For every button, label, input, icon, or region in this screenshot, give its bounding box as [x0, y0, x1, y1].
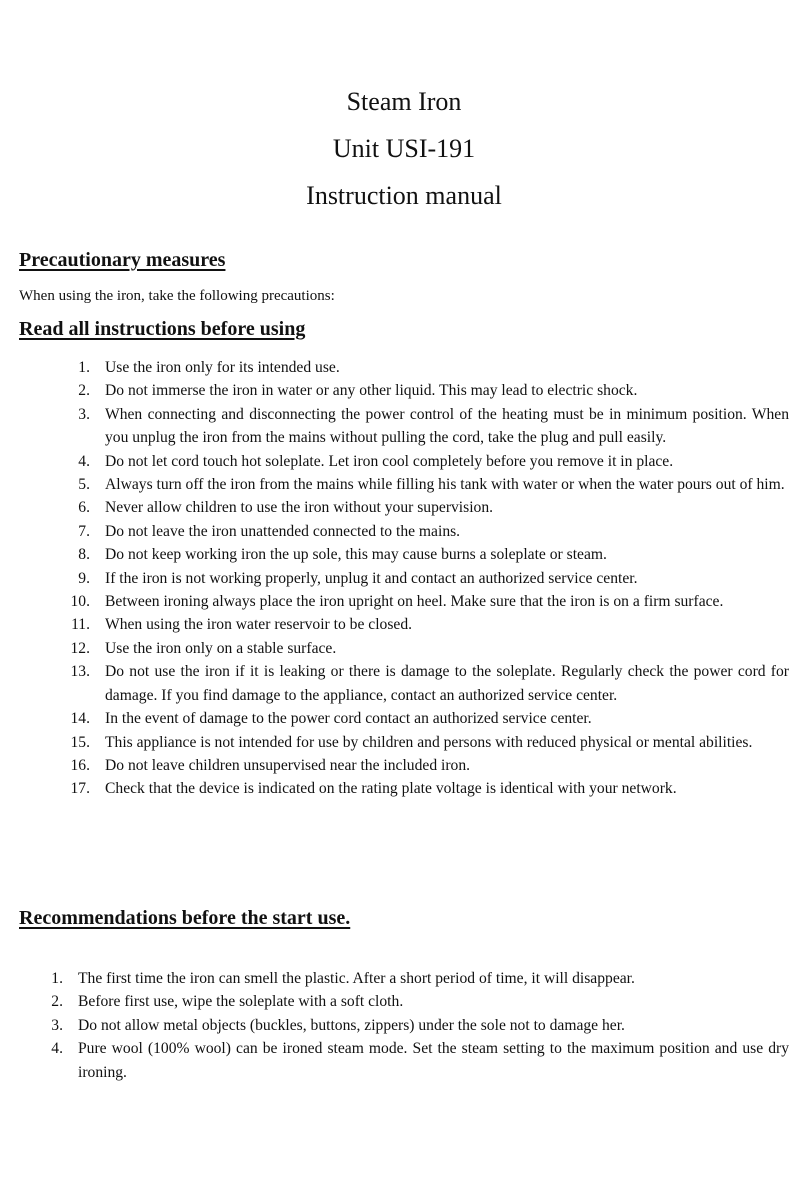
list-item [60, 473, 789, 496]
item-text: Do not keep working iron the up sole, this may cause burns a soleplate or steam. [105, 546, 607, 564]
list-item [60, 637, 789, 660]
item-text: Always turn off the iron from the mains while filling his tank with water or when the water pours out of him. [105, 476, 785, 494]
document-type: Instruction manual [306, 181, 502, 210]
list-item [60, 613, 789, 636]
item-text: Pure wool (100% wool) can be ironed steam mode. Set the steam setting to the maximum position and use dry ironing. [78, 1040, 789, 1081]
list-item [60, 356, 789, 379]
item-number: 3. [51, 1016, 63, 1034]
recommendations-list [40, 967, 789, 1084]
list-item [60, 777, 789, 800]
recommendations-heading: Recommendations before the start use. [19, 907, 351, 929]
precautionary-heading: Precautionary measures [19, 249, 226, 271]
list-item [60, 707, 789, 730]
item-text: Before first use, wipe the soleplate with a soft cloth. [78, 993, 404, 1011]
instructions-list [60, 356, 789, 801]
item-text: Use the iron only for its intended use. [105, 359, 340, 376]
item-number: 2. [78, 382, 90, 400]
list-item [60, 520, 789, 543]
list-item [60, 590, 789, 613]
item-number: 8. [78, 546, 90, 564]
list-item [60, 567, 789, 590]
list-item [40, 1014, 789, 1037]
item-text: This appliance is not intended for use by children and persons with reduced physical or mental abilities. [105, 733, 753, 751]
item-text: Use the iron only on a stable surface. [105, 639, 337, 657]
list-item [40, 990, 789, 1013]
precautionary-intro: When using the iron, take the following precautions: [19, 288, 335, 304]
item-number: 7. [78, 522, 90, 540]
list-item [60, 754, 789, 777]
item-number: 1. [78, 359, 90, 376]
item-text: Do not immerse the iron in water or any other liquid. This may lead to electric shock. [105, 382, 638, 400]
list-item [60, 543, 789, 566]
item-number: 14. [70, 710, 90, 728]
item-text: Do not leave children unsupervised near the included iron. [105, 756, 471, 774]
item-number: 16. [70, 756, 90, 774]
item-number: 1. [51, 970, 63, 987]
item-number: 17. [70, 780, 90, 798]
item-number: 3. [78, 405, 90, 423]
item-number: 4. [78, 452, 90, 470]
item-number: 10. [70, 593, 90, 611]
read-all-heading: Read all instructions before using [19, 318, 306, 340]
list-item [60, 660, 789, 707]
item-number: 6. [78, 499, 90, 517]
item-text: Do not use the iron if it is leaking or there is damage to the soleplate. Regularly check the power cord for damage. If you find damage to the appliance, contact an authorized service center. [105, 663, 789, 704]
item-text: The first time the iron can smell the plastic. After a short period of time, it will disappear. [78, 970, 635, 987]
list-item [60, 496, 789, 519]
item-text: Do not let cord touch hot soleplate. Let iron cool completely before you remove it in place. [105, 452, 674, 470]
item-number: 2. [51, 993, 63, 1011]
list-item [60, 403, 789, 450]
item-number: 15. [70, 733, 90, 751]
item-text: Never allow children to use the iron without your supervision. [105, 499, 494, 517]
item-number: 5. [78, 476, 90, 494]
item-number: 9. [78, 569, 90, 587]
item-number: 11. [71, 616, 90, 634]
item-text: If the iron is not working properly, unplug it and contact an authorized service center. [105, 569, 638, 587]
model-number: Unit USI-191 [332, 134, 476, 163]
item-number: 13. [70, 663, 90, 681]
list-item [40, 1037, 789, 1084]
item-text: In the event of damage to the power cord contact an authorized service center. [105, 710, 592, 728]
title-block [0, 78, 808, 219]
item-text: Do not leave the iron unattended connected to the mains. [105, 522, 461, 540]
product-name: Steam Iron [346, 87, 462, 116]
item-number: 4. [51, 1040, 63, 1058]
item-text: When using the iron water reservoir to be closed. [105, 616, 413, 634]
item-text: Check that the device is indicated on the rating plate voltage is identical with your network. [105, 780, 677, 798]
list-item [60, 379, 789, 402]
list-item [60, 450, 789, 473]
item-text: When connecting and disconnecting the power control of the heating must be in minimum position. When you unplug the iron from the mains without pulling the cord, take the plug and pull easily. [105, 405, 789, 447]
item-text: Do not allow metal objects (buckles, buttons, zippers) under the sole not to damage her. [78, 1016, 625, 1034]
item-text: Between ironing always place the iron upright on heel. Make sure that the iron is on a firm surface. [105, 593, 724, 611]
list-item [40, 967, 789, 990]
item-number: 12. [70, 639, 90, 657]
list-item [60, 731, 789, 754]
